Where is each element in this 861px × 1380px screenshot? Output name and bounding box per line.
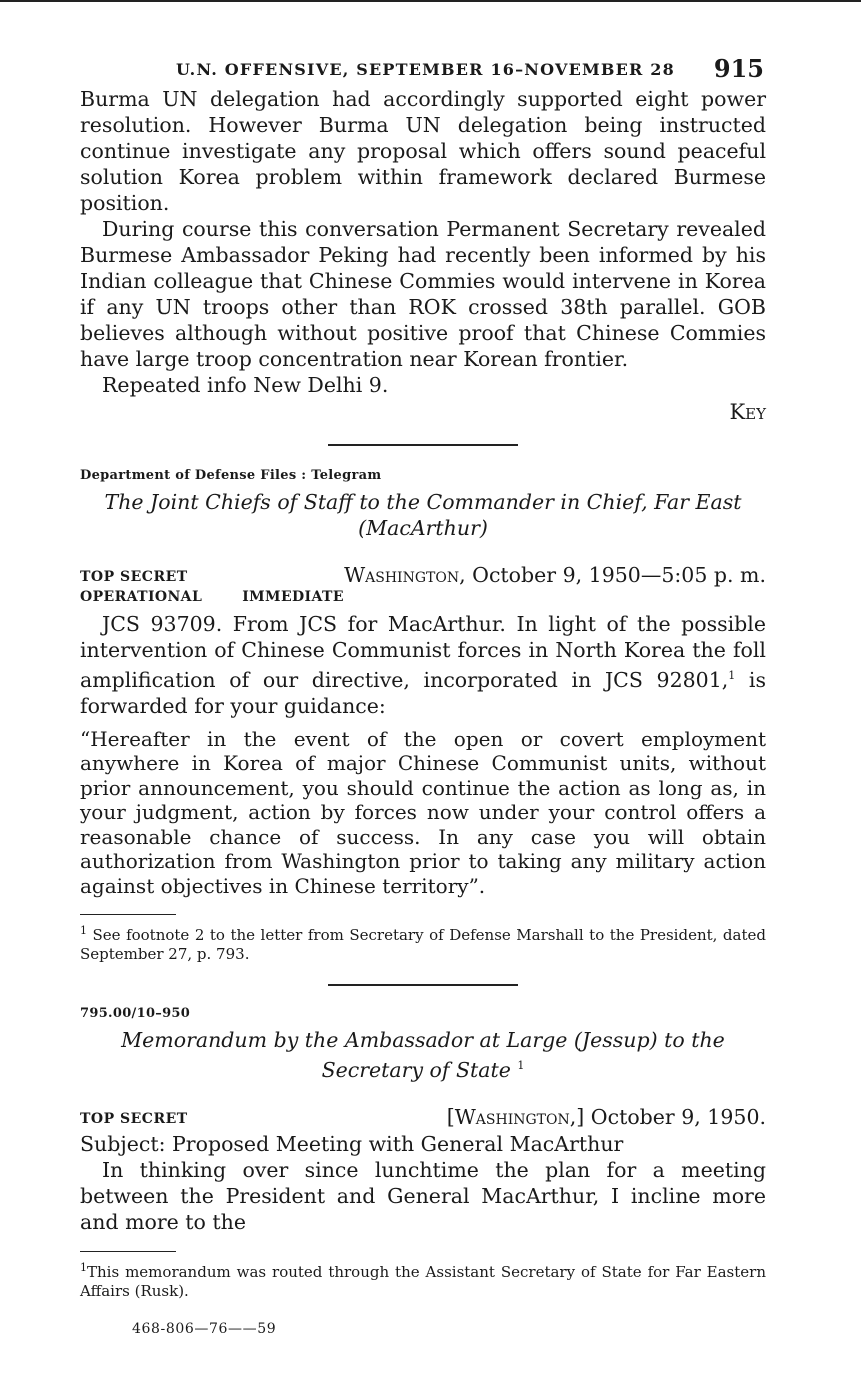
doc1-source: Department of Defense Files : Telegram [80,468,382,483]
section-divider [328,444,518,446]
doc1-date: October 9, 1950—5:05 p. m. [472,563,766,587]
doc2-title-footnote-ref: 1 [517,1059,525,1073]
continued-paragraph-1: Burma UN delegation had accordingly supported eight power resolution. However Burma UN delegation being instructed continue investigate any proposal which offers sound peaceful solution Korea problem within framework declared Burmese position. [80,87,766,215]
doc2-subject: Proposed Meeting with General MacArthur [172,1132,624,1157]
doc2-classification-line [80,1101,766,1129]
doc1-title: The Joint Chiefs of Staff to the Commander in Chief, Far East (MacArthur) [104,490,742,540]
doc1-footnote-rule [80,914,176,915]
printer-line: 468-806—76——59 [132,1321,277,1338]
doc1-quoted-directive: “Hereafter in the event of the open or covert employment anywhere in Korea of major Chinese Communist units, without prior announcement, you should continue the action as long as, in your judgment, action by forces now under your control offers a reasonable chance of success. In any case you will obtain authorization from Washington prior to taking any military action against objectives in Chinese territory”. [80,726,766,898]
continued-paragraph-3: Repeated info New Delhi 9. [102,373,389,397]
doc2-footnote-rule [80,1251,176,1252]
doc1-place: Washington, [344,563,466,587]
page-number: 915 [713,54,764,83]
doc1-body-part-b: is forwarded for your guidance: [80,667,766,718]
doc2-title-text: Memorandum by the Ambassador at Large (Jessup) to the Secretary of State [121,1028,725,1083]
doc1-precedence-operational: OPERATIONAL [80,589,203,605]
doc2-title [88,1027,758,1083]
doc2-subject-line [80,1131,766,1157]
doc1-classification-line [80,559,766,587]
doc1-body-part-a: JCS 93709. From JCS for MacArthur. In light of the possible intervention of Chinese Communist forces in North Korea the foll amplification of our directive, incorporated in JCS 92801, [80,612,766,692]
doc1-footnote-mark: 1 [80,924,87,938]
doc2-place: [Washington,] [446,1105,585,1130]
doc2-footnote-mark: 1 [80,1261,87,1275]
doc2-body: In thinking over since lunchtime the plan for a meeting between the President and General MacArthur, I incline more and more to the [80,1158,766,1235]
document-page [80,52,766,1337]
doc2-footnote [80,1258,766,1301]
doc1-footnote-ref: 1 [728,669,736,682]
doc1-footnote-text: See footnote 2 to the letter from Secretary of Defense Marshall to the President, dated September 27, p. 793. [80,926,766,964]
continued-paragraph-2: During course this conversation Permanent Secretary revealed Burmese Ambassador Peking had recently been informed by his Indian colleague that Chinese Commies would intervene in Korea if any UN troops other than ROK crossed 38th parallel. GOB believes although without positive proof that Chinese Commies have large troop concentration near Korean frontier. [80,217,766,371]
doc2-footnote-text: This memorandum was routed through the Assistant Secretary of State for Far Eastern Affairs (Rusk). [80,1263,766,1301]
running-header [80,52,766,86]
doc1-classification: TOP SECRET [80,569,188,585]
section-divider-2 [328,984,518,986]
running-title: U.N. OFFENSIVE, SEPTEMBER 16–NOVEMBER 28 [176,60,675,79]
doc1-precedence [80,589,766,605]
doc2-classification: TOP SECRET [80,1111,188,1128]
doc1-precedence-immediate: IMMEDIATE [242,589,344,605]
doc1-body [80,611,766,719]
signature-key: Key [729,400,766,424]
doc1-dateline [344,563,766,587]
doc1-footnote [80,921,766,964]
top-border-rule [0,0,861,2]
doc2-file-number: 795.00/10–950 [80,1006,191,1022]
doc2-subject-label: Subject: [80,1132,166,1157]
doc2-dateline [447,1105,766,1129]
doc2-date: October 9, 1950. [590,1105,766,1130]
